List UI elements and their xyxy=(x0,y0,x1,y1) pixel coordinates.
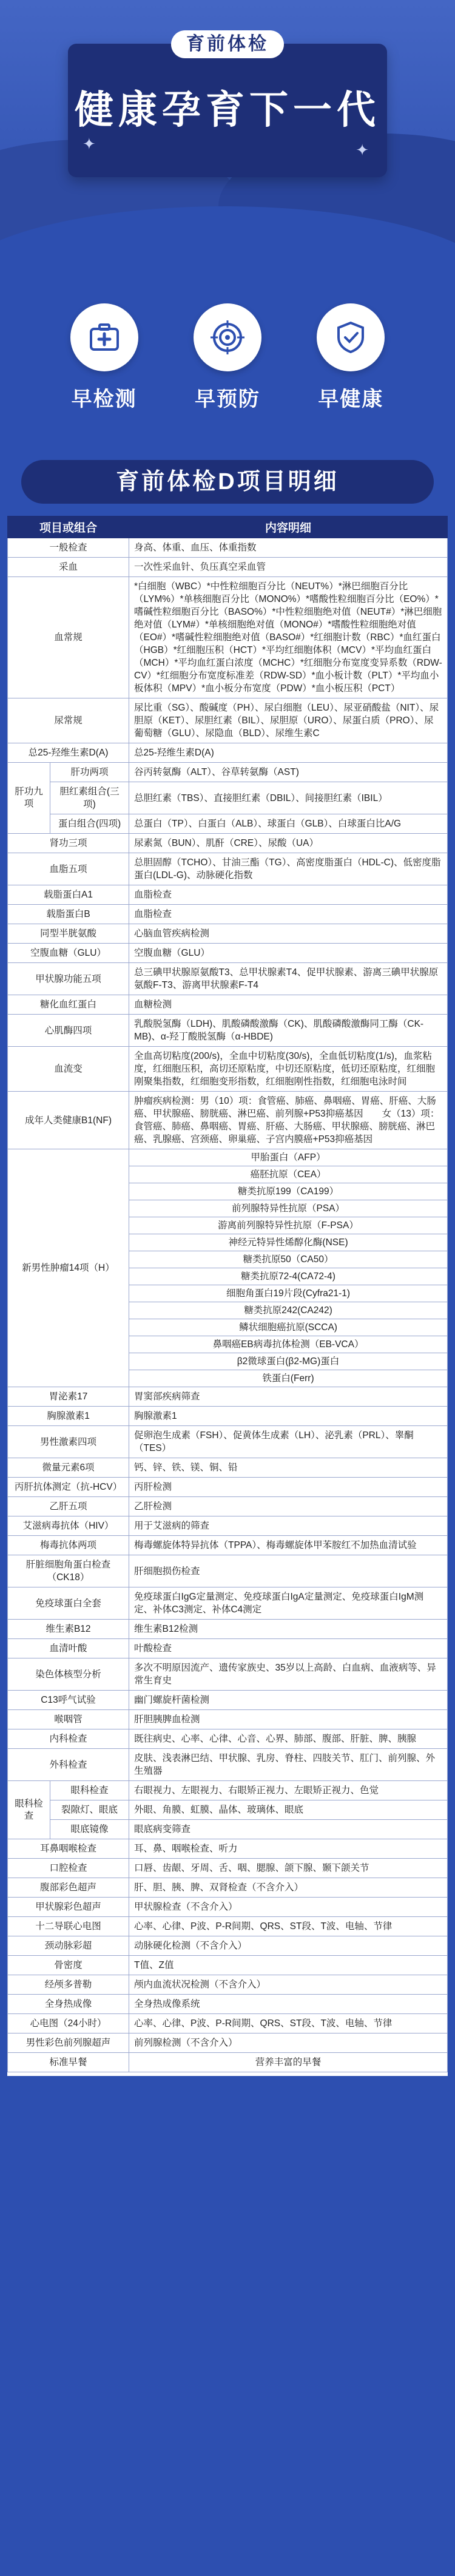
item-name: 成年人类健康B1(NF) xyxy=(8,1092,129,1149)
item-detail: 身高、体重、血压、体重指数 xyxy=(129,538,448,558)
item-name: 维生素B12 xyxy=(8,1620,129,1639)
shield-check-icon xyxy=(317,303,385,371)
item-name: 梅毒抗体两项 xyxy=(8,1536,129,1555)
table-row xyxy=(8,1639,448,1658)
table-row xyxy=(8,1859,448,1878)
item-name: 一般检查 xyxy=(8,538,129,558)
tumor-marker-item: 游离前列腺特异性抗原（F-PSA） xyxy=(129,1217,448,1234)
item-detail: 营养丰富的早餐 xyxy=(129,2053,448,2072)
table-row xyxy=(8,1497,448,1516)
item-detail: 血脂检查 xyxy=(129,905,448,924)
item-detail: 胃窦部疾病筛查 xyxy=(129,1387,448,1407)
item-detail: 谷丙转氨酶（ALT）、谷草转氨酶（AST) xyxy=(129,763,448,782)
item-name: 十二导联心电图 xyxy=(8,1917,129,1936)
item-detail: 促卵泡生成素（FSH）、促黄体生成素（LH）、泌乳素（PRL）、睾酮（TES） xyxy=(129,1426,448,1458)
item-name: 肝脏细胞角蛋白检查（CK18） xyxy=(8,1555,129,1587)
sparkle-icon: ✦ xyxy=(83,135,96,153)
table-row xyxy=(8,1956,448,1975)
tumor-marker-item: 鳞状细胞癌抗原(SCCA) xyxy=(129,1319,448,1336)
tumor-marker-item: 糖类抗原72-4(CA72-4) xyxy=(129,1268,448,1285)
table-row xyxy=(8,1710,448,1729)
item-detail: 颅内血流状况检测（不含介入） xyxy=(129,1975,448,1995)
item-detail: 外眼、角膜、虹膜、晶体、玻璃体、眼底 xyxy=(129,1800,448,1820)
table-row xyxy=(8,1658,448,1691)
item-detail: 心率、心律、P波、P-R间期、QRS、ST段、T波、电轴、节律 xyxy=(129,2014,448,2033)
item-detail: 动脉硬化检测（不含介入） xyxy=(129,1936,448,1956)
tumor-marker-item: 鼻咽癌EB病毒抗体检测（EB-VCA） xyxy=(129,1336,448,1353)
table-row xyxy=(8,1407,448,1426)
item-name: 甲状腺功能五项 xyxy=(8,963,129,995)
table-row xyxy=(8,577,448,698)
item-detail: 右眼视力、左眼视力、右眼矫正视力、左眼矫正视力、色觉 xyxy=(129,1781,448,1800)
table-row xyxy=(8,782,448,814)
item-name: 甲状腺彩色超声 xyxy=(8,1898,129,1917)
feature-early-prevention xyxy=(188,303,267,449)
item-detail: 既往病史、心率、心律、心音、心界、肺部、腹部、肝脏、脾、胰腺 xyxy=(129,1729,448,1749)
item-detail: 血脂检查 xyxy=(129,885,448,905)
item-detail: 心脑血管疾病检测 xyxy=(129,924,448,944)
item-detail: 一次性采血针、负压真空采血管 xyxy=(129,558,448,577)
item-name: 采血 xyxy=(8,558,129,577)
item-detail: 叶酸检查 xyxy=(129,1639,448,1658)
table-row xyxy=(8,538,448,558)
item-name: 眼科检查 xyxy=(50,1781,129,1800)
item-detail: 皮肤、浅表淋巴结、甲状腺、乳房、脊柱、四肢关节、肛门、前列腺、外生殖器 xyxy=(129,1749,448,1781)
table-row xyxy=(8,1555,448,1587)
item-name: 外科检查 xyxy=(8,1749,129,1781)
item-name: 腹部彩色超声 xyxy=(8,1878,129,1898)
item-name: 胸腺激素1 xyxy=(8,1407,129,1426)
item-detail: 梅毒螺旋体特异抗体（TPPA）、梅毒螺旋体甲苯胺红不加热血清试验 xyxy=(129,1536,448,1555)
item-name: 尿常规 xyxy=(8,698,129,743)
table-row xyxy=(8,743,448,763)
table-row xyxy=(8,1015,448,1047)
item-detail: 钙、锌、铁、镁、铜、铅 xyxy=(129,1458,448,1478)
table-row xyxy=(8,1729,448,1749)
item-detail: 肝细胞损伤检查 xyxy=(129,1555,448,1587)
item-name: 男性彩色前列腺超声 xyxy=(8,2033,129,2053)
tumor-marker-item: 糖类抗原199（CA199） xyxy=(129,1183,448,1200)
medical-kit-icon xyxy=(70,303,138,371)
item-name: 载脂蛋白A1 xyxy=(8,885,129,905)
table-row xyxy=(8,1878,448,1898)
item-detail: 用于艾滋病的筛查 xyxy=(129,1516,448,1536)
table-header-row xyxy=(8,516,448,538)
item-detail: 眼底病变筛查 xyxy=(129,1820,448,1839)
table-row xyxy=(8,944,448,963)
item-detail: 口唇、齿龈、牙周、舌、咽、腮腺、颌下腺、颞下颌关节 xyxy=(129,1859,448,1878)
item-detail: 乳酸脱氢酶（LDH)、肌酸磷酸激酶（CK)、肌酸磷酸激酶同工酶（CK-MB)、α-羟丁酸脱氢酶（α-HBDE) xyxy=(129,1015,448,1047)
table-row xyxy=(8,2033,448,2053)
item-detail: 尿比重（SG）、酸碱度（PH）、尿白细胞（LEU）、尿亚硝酸盐（NIT）、尿胆原（KET）、尿胆红素（BIL）、尿胆原（URO）、尿蛋白质（PRO）、尿葡萄糖（GLU）、尿隐血（BLD）、尿维生素C xyxy=(129,698,448,743)
table-row xyxy=(8,885,448,905)
table-row xyxy=(8,1917,448,1936)
table-row xyxy=(8,905,448,924)
item-name: 骨密度 xyxy=(8,1956,129,1975)
item-name: C13呼气试验 xyxy=(8,1691,129,1710)
feature-label: 早检测 xyxy=(71,388,137,411)
feature-early-detection xyxy=(65,303,144,449)
table-row xyxy=(8,1800,448,1820)
table-row xyxy=(8,814,448,834)
item-name: 口腔检查 xyxy=(8,1859,129,1878)
item-detail: 免疫球蛋白IgG定量测定、免疫球蛋白IgA定量测定、免疫球蛋白IgM测定、补体C3测定、补体C4测定 xyxy=(129,1587,448,1620)
group-name-tumor: 新男性肿瘤14项（H） xyxy=(8,1149,129,1387)
table-row xyxy=(8,1092,448,1149)
feature-early-health xyxy=(311,303,390,449)
item-detail: 幽门螺旋杆菌检测 xyxy=(129,1691,448,1710)
item-name: 喉咽管 xyxy=(8,1710,129,1729)
exam-table-container xyxy=(7,516,448,2076)
item-name: 染色体核型分析 xyxy=(8,1658,129,1691)
item-detail: 全身热成像系统 xyxy=(129,1995,448,2014)
item-detail: 胸腺激素1 xyxy=(129,1407,448,1426)
table-row xyxy=(8,834,448,853)
sparkle-icon: ✦ xyxy=(356,141,369,159)
item-detail: 总胆固醇（TCHO）、甘油三酯（TG）、高密度脂蛋白（HDL-C)、低密度脂蛋白(LDL-G)、动脉硬化指数 xyxy=(129,853,448,885)
tumor-marker-item: 癌胚抗原（CEA） xyxy=(129,1166,448,1183)
feature-label: 早预防 xyxy=(194,388,260,411)
item-name: 血清叶酸 xyxy=(8,1639,129,1658)
item-name: 标准早餐 xyxy=(8,2053,129,2072)
feature-label: 早健康 xyxy=(318,388,384,411)
item-name: 同型半胱氨酸 xyxy=(8,924,129,944)
item-name: 总25-羟维生素D(A) xyxy=(8,743,129,763)
section-title: 育前体检D项目明细 xyxy=(21,460,434,504)
item-name: 肝功两项 xyxy=(50,763,129,782)
item-detail: 尿素氮（BUN）、肌酐（CRE）、尿酸（UA） xyxy=(129,834,448,853)
item-name: 血流变 xyxy=(8,1047,129,1092)
item-detail: 甲状腺检查（不含介入） xyxy=(129,1898,448,1917)
hero-headline: 健康孕育下一代 xyxy=(75,88,380,132)
item-name: 糖化血红蛋白 xyxy=(8,995,129,1015)
item-detail: T值、Z值 xyxy=(129,1956,448,1975)
item-name: 裂隙灯、眼底 xyxy=(50,1800,129,1820)
item-name: 艾滋病毒抗体（HIV） xyxy=(8,1516,129,1536)
item-name: 微量元素6项 xyxy=(8,1458,129,1478)
feature-row xyxy=(0,285,455,449)
item-detail: 总蛋白（TP）、白蛋白（ALB）、球蛋白（GLB）、白球蛋白比A/G xyxy=(129,814,448,834)
item-detail: 全血高切粘度(200/s)，全血中切粘度(30/s)，全血低切粘度(1/s)，血浆粘度，红细胞压积，高切还原粘度，中切还原粘度，低切还原粘度，红细胞刚聚集指数，红细胞变形指数，红细胞刚性指数，红细胞电泳时间 xyxy=(129,1047,448,1092)
item-name: 颈动脉彩超 xyxy=(8,1936,129,1956)
item-detail: 肝胆胰脾血检测 xyxy=(129,1710,448,1729)
tumor-marker-item: 甲胎蛋白（AFP） xyxy=(129,1149,448,1166)
table-row xyxy=(8,1749,448,1781)
table-row xyxy=(8,1047,448,1092)
table-row xyxy=(8,1975,448,1995)
item-name: 胆红素组合(三项) xyxy=(50,782,129,814)
item-name: 乙肝五项 xyxy=(8,1497,129,1516)
table-row xyxy=(8,2014,448,2033)
column-header-item: 项目或组合 xyxy=(8,516,129,538)
item-name: 肾功三项 xyxy=(8,834,129,853)
item-name: 丙肝抗体测定（抗-HCV） xyxy=(8,1478,129,1497)
item-name: 血常规 xyxy=(8,577,129,698)
item-name: 载脂蛋白B xyxy=(8,905,129,924)
item-detail: 维生素B12检测 xyxy=(129,1620,448,1639)
table-row xyxy=(8,1426,448,1458)
item-detail: 总25-羟维生素D(A) xyxy=(129,743,448,763)
item-detail: *白细胞（WBC）*中性粒细胞百分比（NEUT%）*淋巴细胞百分比（LYM%）*单核细胞百分比（MONO%）*嗜酸性粒细胞百分比（EO%）*嗜碱性粒细胞百分比（BASO%）*中性粒细胞绝对值（NEUT#）*淋巴细胞绝对值（LYM#）*单核细胞绝对值（MONO#）*嗜酸性粒细胞绝对值（EO#）*嗜碱性粒细胞绝对值（BASO#）*红细胞计数（RBC）*血红蛋白（HGB）*红细胞压积（HCT）*平均红细胞体积（MCV）*平均血红蛋白（MCH）*平均血红蛋白浓度（MCHC）*红细胞分布宽度变异系数（RDW-CV）*红细胞分布宽度标准差（RDW-SD）*血小板计数（PLT）*平均血小板体积（MPV）*血小板分布宽度（PDW）*血小板压积（PCT） xyxy=(129,577,448,698)
item-detail: 前列腺检测（不含介入） xyxy=(129,2033,448,2053)
item-name: 空腹血糖（GLU） xyxy=(8,944,129,963)
table-row xyxy=(8,1839,448,1859)
item-name: 男性激素四项 xyxy=(8,1426,129,1458)
tumor-marker-item: 前列腺特异性抗原（PSA） xyxy=(129,1200,448,1217)
item-name: 眼底镜像 xyxy=(50,1820,129,1839)
table-row xyxy=(8,2053,448,2072)
target-icon xyxy=(194,303,261,371)
table-row xyxy=(8,924,448,944)
item-name: 心肌酶四项 xyxy=(8,1015,129,1047)
tumor-marker-item: 铁蛋白(Ferr) xyxy=(129,1370,448,1387)
table-row xyxy=(8,1587,448,1620)
table-row xyxy=(8,995,448,1015)
group-name-liver: 肝功九项 xyxy=(8,763,50,834)
tumor-marker-item: 细胞角蛋白19片段(Cyfra21-1) xyxy=(129,1285,448,1302)
table-row xyxy=(8,1691,448,1710)
item-detail: 血糖检测 xyxy=(129,995,448,1015)
group-name-eye: 眼科检查 xyxy=(8,1781,50,1839)
tumor-marker-item: 糖类抗原242(CA242) xyxy=(129,1302,448,1319)
exam-items-table xyxy=(7,516,448,2072)
hero-tag: 育前体检 xyxy=(171,30,284,58)
item-name: 胃泌素17 xyxy=(8,1387,129,1407)
item-name: 全身热成像 xyxy=(8,1995,129,2014)
tumor-group xyxy=(8,1149,448,1387)
table-row xyxy=(8,1478,448,1497)
table-row xyxy=(8,1458,448,1478)
item-name: 内科检查 xyxy=(8,1729,129,1749)
column-header-detail: 内容明细 xyxy=(129,516,448,538)
table-row xyxy=(8,698,448,743)
item-detail: 总胆红素（TBS）、直接胆红素（DBIL）、间接胆红素（IBIL） xyxy=(129,782,448,814)
table-row xyxy=(8,1149,448,1166)
table-row xyxy=(8,1620,448,1639)
item-detail: 乙肝检测 xyxy=(129,1497,448,1516)
item-detail: 丙肝检测 xyxy=(129,1478,448,1497)
hero-card xyxy=(68,34,387,177)
item-detail: 心率、心律、P波、P-R间期、QRS、ST段、T波、电轴、节律 xyxy=(129,1917,448,1936)
page-footer xyxy=(0,2076,455,2100)
tumor-marker-item: β2微球蛋白(β2-MG)蛋白 xyxy=(129,1353,448,1370)
section-header xyxy=(0,449,455,516)
hero-banner xyxy=(0,0,455,285)
table-row xyxy=(8,1898,448,1917)
table-row xyxy=(8,1781,448,1800)
tumor-marker-item: 神经元特异性烯醇化酶(NSE) xyxy=(129,1234,448,1251)
table-row xyxy=(8,1387,448,1407)
item-name: 经颅多普勒 xyxy=(8,1975,129,1995)
table-row xyxy=(8,1536,448,1555)
item-detail: 总三碘甲状腺原氨酸T3、总甲状腺素T4、促甲状腺素、游离三碘甲状腺原氨酸F-T3、游离甲状腺素F-T4 xyxy=(129,963,448,995)
table-row xyxy=(8,853,448,885)
item-name: 蛋白组合(四项) xyxy=(50,814,129,834)
table-row xyxy=(8,558,448,577)
table-row xyxy=(8,1936,448,1956)
table-row xyxy=(8,1995,448,2014)
item-name: 耳鼻咽喉检查 xyxy=(8,1839,129,1859)
item-detail: 肝、胆、胰、脾、双肾检查（不含介入） xyxy=(129,1878,448,1898)
item-name: 血脂五项 xyxy=(8,853,129,885)
item-detail: 多次不明原因流产、遗传家族史、35岁以上高龄、白血病、血液病等、异常生育史 xyxy=(129,1658,448,1691)
table-row xyxy=(8,1820,448,1839)
item-detail: 肿瘤疾病检测：男（10）项：食管癌、肺癌、鼻咽癌、胃癌、肝癌、大肠癌、甲状腺癌、膀胱癌、淋巴癌、前列腺+P53抑癌基因 女（13）项：食管癌、肺癌、鼻咽癌、胃癌、肝癌、大肠癌、甲状腺癌、膀胱癌、淋巴癌、乳腺癌、宫颈癌、卵巢癌、子宫内膜癌+P53抑癌基因 xyxy=(129,1092,448,1149)
item-detail: 空腹血糖（GLU） xyxy=(129,944,448,963)
table-row xyxy=(8,763,448,782)
tumor-marker-item: 糖类抗原50（CA50） xyxy=(129,1251,448,1268)
item-detail: 耳、鼻、咽喉检查、听力 xyxy=(129,1839,448,1859)
item-name: 心电图（24小时） xyxy=(8,2014,129,2033)
table-row xyxy=(8,963,448,995)
table-row xyxy=(8,1516,448,1536)
item-name: 免疫球蛋白全套 xyxy=(8,1587,129,1620)
